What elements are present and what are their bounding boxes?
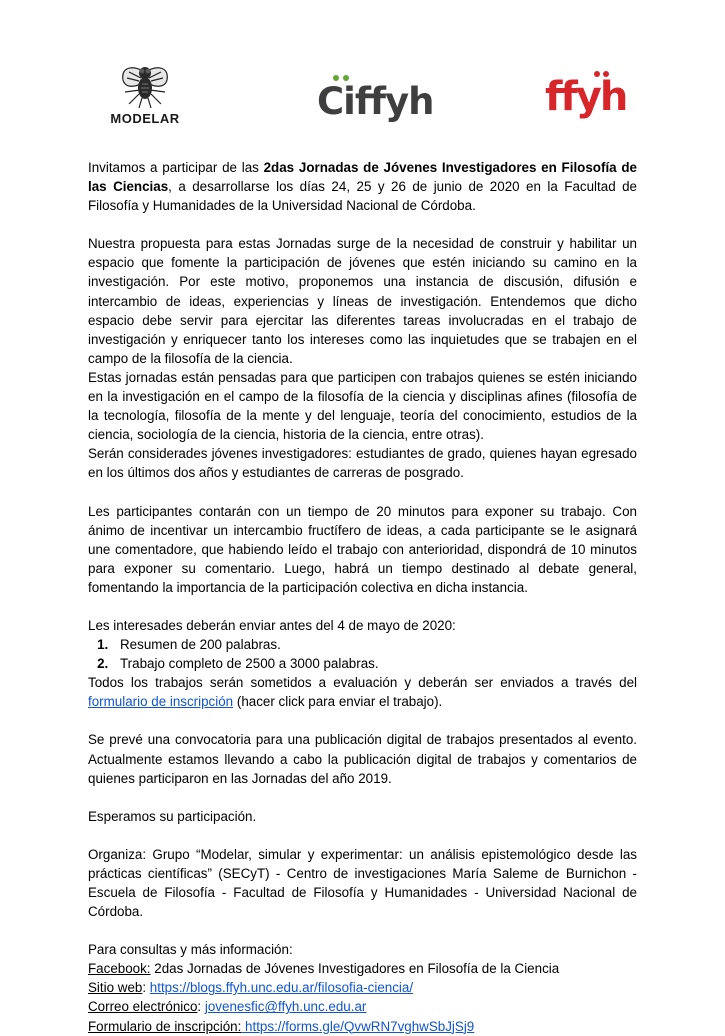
document-body <box>88 158 637 1036</box>
form-line <box>88 1017 637 1036</box>
organizer-paragraph: Organiza: Grupo “Modelar, simular y experimentar: un análisis epistemológico desde las prácticas científicas” (SECyT) - Centro de investigaciones María Saleme de Burnichon - Escuela de Filosofía - Facultad de Filosofía y Humanidades - Universidad Nacional de Córdoba. <box>88 846 637 920</box>
ciffyh-logo <box>313 68 434 132</box>
email-link[interactable]: jovenesfic@ffyh.unc.edu.ar <box>204 999 367 1015</box>
website-label: Sitio web <box>88 980 143 996</box>
website-line: Sitio web: https://blogs.ffyh.unc.edu.ar/filosofia-ciencia/ <box>88 980 414 996</box>
scope-paragraph: Estas jornadas están pensadas para que participen con trabajos quienes se estén iniciando en la investigación en el campo de la filosofía de la ciencia y disciplinas afines (filosofía de la tecnología, filosofía de la mente y del lenguaje, teoría del conocimiento, estudios de la ciencia, sociología de la ciencia, historia de la ciencia, entre otras). <box>88 369 637 443</box>
contact-intro: Para consultas y más información: <box>88 942 293 958</box>
modelar-wordmark: MODELAR <box>110 111 180 126</box>
contact-section <box>88 940 637 1035</box>
registration-form-link[interactable]: formulario de inscripción <box>88 694 234 710</box>
form-link[interactable]: https://forms.gle/QvwRN7vghwSbJjSj9 <box>241 1018 475 1034</box>
publication-paragraph: Se prevé una convocatoria para una publicación digital de trabajos presentados al evento. Actualmente estamos llevando a cabo la publicación digital de trabajos y comentarios de quienes participaron en las Jornadas del año 2019. <box>88 732 637 786</box>
ciffyh-wordmark: Ciffyh <box>317 80 434 123</box>
submission-intro: Les interesades deberán enviar antes del 4 de mayo de 2020: <box>88 617 456 633</box>
proposal-paragraph: Nuestra propuesta para estas Jornadas surge de la necesidad de construir y habilitar un espacio que fomente la participación de jóvenes que estén iniciando su camino en la investigación. Por este motivo, proponemos una instancia de discusión, difusión e intercambio de ideas, experiencias y líneas de investigación. Entendemos que dicho espacio debe servir para ejercitar las diferentes tareas involucradas en el trabajo de investigación y enriquecer tanto los intereses como las inquietudes que se trabajen en el campo de la filosofía de la ciencia. <box>88 236 637 366</box>
event-name: 2das Jornadas de Jóvenes Investigadores en Filosofía de las Ciencias <box>88 160 637 195</box>
eligibility-paragraph: Serán considerades jóvenes investigadores: estudiantes de grado, quienes hayan egresado en los últimos dos años y estudiantes de carreras de posgrado. <box>88 446 637 481</box>
list-item: 1. Resumen de 200 palabras. <box>112 635 637 654</box>
ffyh-logo <box>543 64 633 128</box>
website-link[interactable]: https://blogs.ffyh.unc.edu.ar/filosofia-ciencia/ <box>149 980 414 996</box>
list-item: 2. Trabajo completo de 2500 a 3000 palabras. <box>112 654 637 673</box>
submission-note: Todos los trabajos serán sometidos a evaluación y deberán ser enviados a través del formulario de inscripción (hacer click para enviar el trabajo). <box>88 675 637 710</box>
facebook-label[interactable]: Facebook: <box>88 961 151 977</box>
form-label: Formulario de inscripción: <box>88 1018 242 1034</box>
submission-list <box>88 635 637 673</box>
fly-icon <box>117 58 173 110</box>
email-line: Correo electrónico: jovenesfic@ffyh.unc.edu.ar <box>88 999 367 1015</box>
participants-paragraph: Les participantes contarán con un tiempo de 20 minutos para exponer su trabajo. Con ánimo de incentivar un intercambio fructífero de ideas, a cada participante se le asignará une comentadore, que habiendo leído el trabajo con anterioridad, dispondrá de 10 minutos para exponer su comentario. Luego, habrá un tiempo destinado al debate general, fomentando la importancia de la participación colectiva en dicha instancia. <box>88 503 637 595</box>
closing-paragraph: Esperamos su participación. <box>88 808 257 824</box>
modelar-logo <box>100 58 190 126</box>
intro-paragraph: Invitamos a participar de las 2das Jornadas de Jóvenes Investigadores en Filosofía de las Ciencias, a desarrollarse los días 24, 25 y 26 de junio de 2020 en la Facultad de Filosofía y Humanidades de la Universidad Nacional de Córdoba. <box>88 160 637 214</box>
email-label: Correo electrónico <box>88 999 198 1015</box>
facebook-line: Facebook: 2das Jornadas de Jóvenes Investigadores en Filosofía de la Ciencia <box>88 961 560 977</box>
header-logos <box>0 58 725 138</box>
ffyh-wordmark: ffyh <box>545 74 627 120</box>
